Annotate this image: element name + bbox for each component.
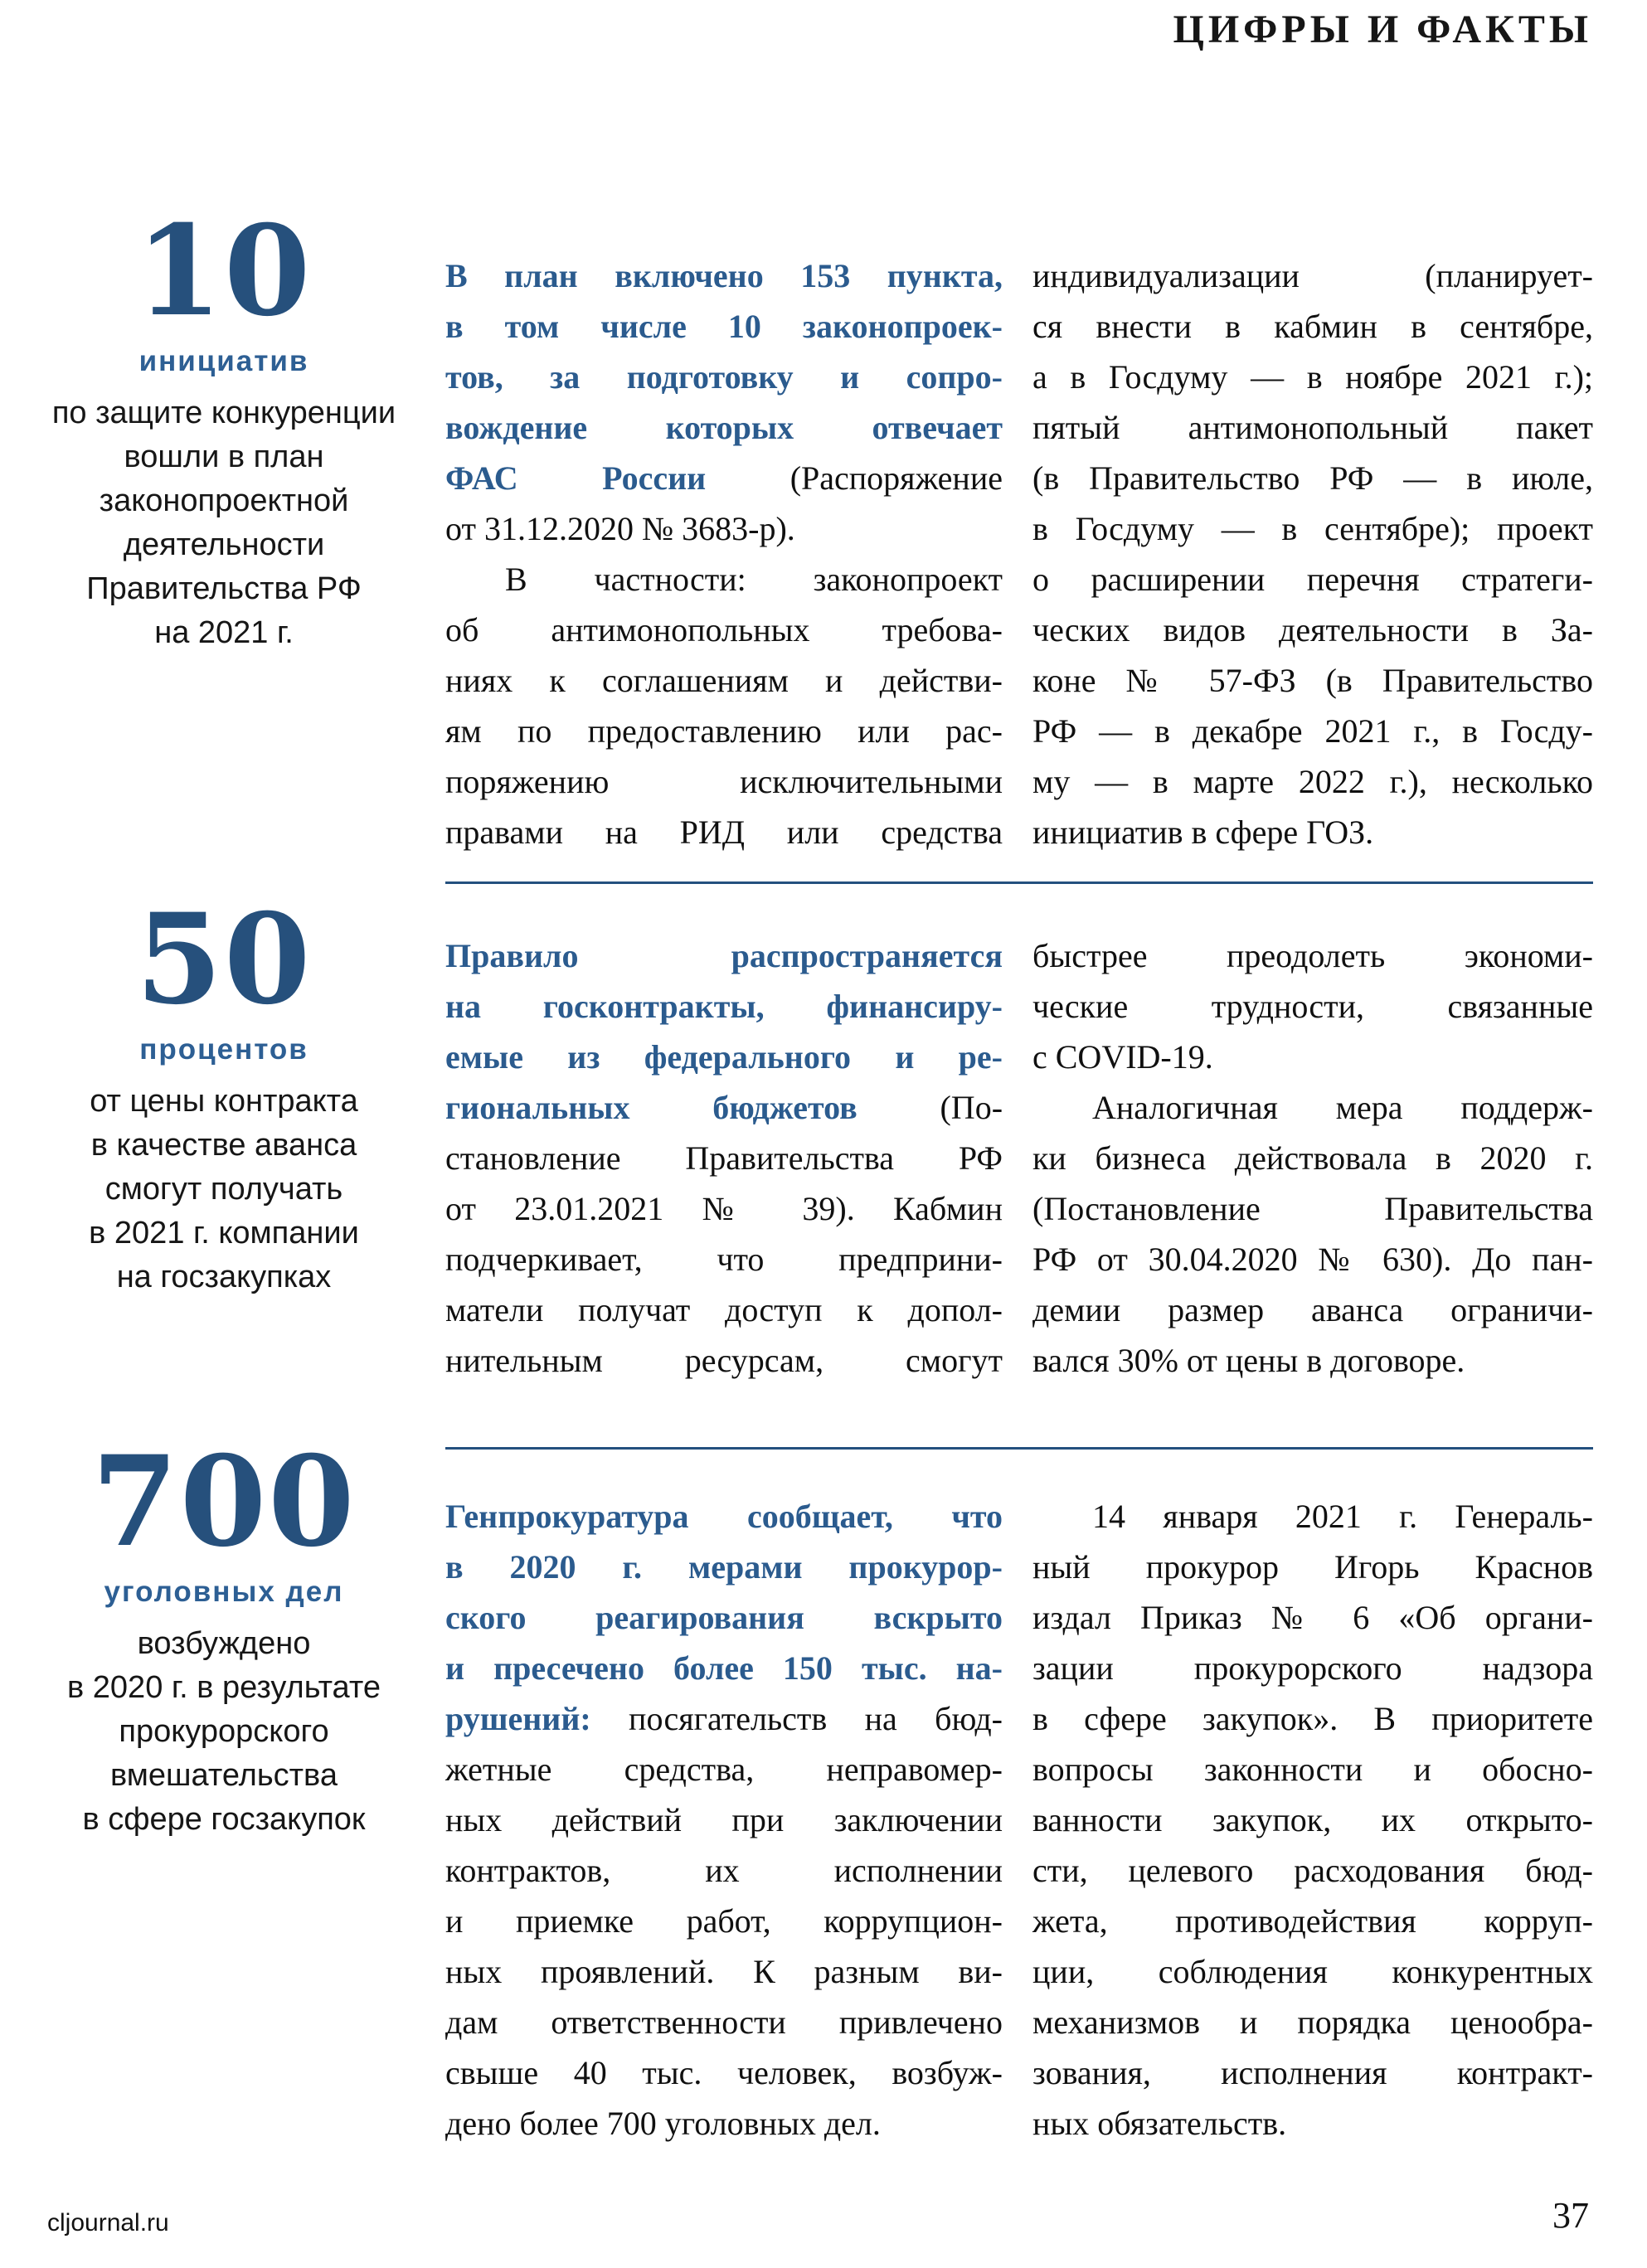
text-line [445, 1946, 1003, 1997]
text-line [445, 1335, 1003, 1386]
body-text-segment: а в Госдуму — в ноябре 2021 г.); [1032, 358, 1593, 396]
stat-unit-label: процентов [139, 1033, 309, 1066]
text-line: на госзакупках [116, 1259, 332, 1294]
body-text-segment: ям по предоставлению или рас- [445, 712, 1003, 750]
text-line [445, 1744, 1003, 1794]
text-line: деятельности [123, 527, 325, 562]
text-line [1032, 1643, 1593, 1693]
text-line [1032, 1946, 1593, 1997]
text-line [1032, 352, 1593, 402]
body-text-segment: Аналогичная мера поддерж- [1092, 1089, 1593, 1126]
text-line [1032, 1997, 1593, 2047]
stat-block-initiatives [25, 198, 423, 655]
body-text-segment: ный прокурор Игорь Краснов [1032, 1548, 1593, 1586]
body-text-segment: ся внести в кабмин в сентябре, [1032, 308, 1593, 345]
text-line [1032, 554, 1593, 605]
body-text-segment: в сфере закупок». В приоритете [1032, 1700, 1593, 1737]
text-line [1032, 1285, 1593, 1335]
body-text-segment: ческих видов деятельности в За- [1032, 611, 1593, 648]
page-title: ЦИФРЫ И ФАКТЫ [1173, 7, 1592, 51]
text-line [445, 554, 1003, 605]
text-line [445, 807, 1003, 857]
text-line [445, 756, 1003, 807]
text-line: в качестве аванса [90, 1127, 357, 1163]
section-divider [445, 881, 1593, 884]
body-text-segment: коне № 57-ФЗ (в Правительство [1032, 662, 1593, 699]
text-line [1032, 1183, 1593, 1234]
text-line: смогут получать [104, 1171, 343, 1207]
body-text-segment: сти, целевого расходования бюд- [1032, 1852, 1593, 1889]
stat-number: 50 [135, 886, 313, 1032]
body-text-segment: 14 января 2021 г. Генераль- [1092, 1498, 1593, 1535]
text-line [1032, 1032, 1593, 1082]
text-line [445, 706, 1003, 756]
text-line [445, 1491, 1003, 1542]
text-line [445, 2098, 1003, 2149]
text-line [445, 1542, 1003, 1592]
text-line [445, 981, 1003, 1032]
text-line [1032, 402, 1593, 453]
article-column-middle [445, 250, 1003, 857]
body-text-segment: (Постановление Правительства [1032, 1190, 1593, 1227]
body-text-segment: о расширении перечня стратеги- [1032, 561, 1593, 598]
text-line [445, 1032, 1003, 1082]
text-line [445, 655, 1003, 706]
text-line: на 2021 г. [154, 614, 294, 650]
text-line: прокурорского [119, 1713, 329, 1749]
body-text-segment: ниях к соглашениям и действи- [445, 662, 1003, 699]
text-line [445, 1794, 1003, 1845]
article-column-middle [445, 1491, 1003, 2149]
body-text-segment: демии размер аванса ограничи- [1032, 1291, 1593, 1328]
text-line [1032, 981, 1593, 1032]
body-text-segment: от 31.12.2020 № 3683-р). [445, 510, 795, 547]
lead-text-segment: и пресечено более 150 тыс. на- [445, 1649, 1003, 1687]
section-divider [445, 1447, 1593, 1450]
text-line [1032, 807, 1593, 857]
text-line [445, 2047, 1003, 2098]
stat-description [25, 1622, 423, 1842]
body-text-segment: свыше 40 тыс. человек, возбуж- [445, 2054, 1003, 2091]
text-line [1032, 453, 1593, 503]
text-line: возбуждено [137, 1625, 311, 1661]
body-text-segment: дам ответственности привлечено [445, 2003, 1003, 2041]
text-line [445, 1693, 1003, 1744]
stat-number: 700 [91, 1429, 357, 1575]
body-text-segment: и приемке работ, коррупцион- [445, 1902, 1003, 1940]
lead-text-segment: на госконтракты, финансиру- [445, 988, 1003, 1025]
text-line [1032, 1845, 1593, 1896]
body-text-segment: РФ от 30.04.2020 № 630). До пан- [1032, 1241, 1593, 1278]
body-text-segment: РФ — в декабре 2021 г., в Госду- [1032, 712, 1593, 750]
lead-text-segment: Правило распространяется [445, 937, 1003, 974]
lead-text-segment: емые из федерального и ре- [445, 1038, 1003, 1076]
text-line [445, 930, 1003, 981]
body-text-segment: инициатив в сфере ГОЗ. [1032, 813, 1374, 851]
body-text-segment: пятый антимонопольный пакет [1032, 409, 1593, 446]
body-text-segment: правами на РИД или средства [445, 813, 1003, 851]
body-text-segment: ванности закупок, их открыто- [1032, 1801, 1593, 1838]
text-line: вмешательства [110, 1757, 338, 1793]
text-line [445, 1234, 1003, 1285]
text-line [1032, 1491, 1593, 1542]
body-text-segment: (По- [940, 1089, 1003, 1126]
text-line [1032, 1744, 1593, 1794]
text-line [1032, 1133, 1593, 1183]
body-text-segment: механизмов и порядка ценообра- [1032, 2003, 1593, 2041]
body-text-segment: ных действий при заключении [445, 1801, 1003, 1838]
text-line: по защите конкуренции [51, 395, 396, 430]
body-text-segment: от 23.01.2021 № 39). Кабмин [445, 1190, 1003, 1227]
text-line: вошли в план [124, 439, 324, 474]
text-line [445, 1082, 1003, 1133]
text-line [445, 352, 1003, 402]
text-line [445, 1997, 1003, 2047]
lead-text-segment: вождение которых отвечает [445, 409, 1003, 446]
text-line [445, 402, 1003, 453]
text-line [445, 605, 1003, 655]
article-column-right [1032, 1491, 1593, 2149]
body-text-segment: матели получат доступ к допол- [445, 1291, 1003, 1328]
body-text-segment: ции, соблюдения конкурентных [1032, 1953, 1593, 1990]
text-line [1032, 301, 1593, 352]
body-text-segment: жета, противодействия корруп- [1032, 1902, 1593, 1940]
text-line [445, 1896, 1003, 1946]
body-text-segment: му — в марте 2022 г.), несколько [1032, 763, 1593, 800]
article-column-right [1032, 930, 1593, 1386]
lead-text-segment: в том числе 10 законопроек- [445, 308, 1003, 345]
lead-text-segment: Генпрокуратура сообщает, что [445, 1498, 1003, 1535]
body-text-segment: нительным ресурсам, смогут [445, 1342, 1003, 1379]
body-text-segment: дено более 700 уголовных дел. [445, 2105, 881, 2142]
body-text-segment: издал Приказ № 6 «Об органи- [1032, 1599, 1593, 1636]
text-line [1032, 1592, 1593, 1643]
body-text-segment: В частности: законопроект [505, 561, 1003, 598]
body-text-segment: жетные средства, неправомер- [445, 1751, 1003, 1788]
text-line [445, 1285, 1003, 1335]
text-line [1032, 655, 1593, 706]
text-line [1032, 250, 1593, 301]
stat-block-percent [25, 886, 423, 1299]
text-line [1032, 503, 1593, 554]
text-line [1032, 1082, 1593, 1133]
text-line [445, 1133, 1003, 1183]
text-line [1032, 930, 1593, 981]
lead-text-segment: тов, за подготовку и сопро- [445, 358, 1003, 396]
lead-text-segment: в 2020 г. мерами прокурор- [445, 1548, 1003, 1586]
body-text-segment: в Госдуму — в сентябре); проект [1032, 510, 1593, 547]
body-text-segment: (Распоряжение [789, 459, 1003, 497]
stat-number: 10 [135, 198, 313, 344]
text-line: от цены контракта [90, 1083, 358, 1119]
body-text-segment: индивидуализации (планирует- [1032, 257, 1593, 294]
lead-text-segment: ФАС России [445, 459, 707, 497]
text-line [445, 1845, 1003, 1896]
page-number: 37 [1552, 2195, 1589, 2236]
journal-site-link[interactable]: cljournal.ru [47, 2209, 169, 2236]
stat-unit-label: уголовных дел [104, 1576, 344, 1608]
body-text-segment: вался 30% от цены в договоре. [1032, 1342, 1465, 1379]
body-text-segment: становление Правительства РФ [445, 1139, 1003, 1177]
article-column-middle [445, 930, 1003, 1386]
text-line [1032, 1234, 1593, 1285]
body-text-segment: контрактов, их исполнении [445, 1852, 1003, 1889]
article-column-right [1032, 250, 1593, 857]
text-line [445, 453, 1003, 503]
body-text-segment: (в Правительство РФ — в июле, [1032, 459, 1593, 497]
text-line [1032, 1896, 1593, 1946]
lead-text-segment: гиональных бюджетов [445, 1089, 858, 1126]
body-text-segment: зования, исполнения контракт- [1032, 2054, 1593, 2091]
body-text-segment: вопросы законности и обосно- [1032, 1751, 1593, 1788]
text-line [1032, 2047, 1593, 2098]
text-line [1032, 605, 1593, 655]
body-text-segment: быстрее преодолеть экономи- [1032, 937, 1593, 974]
body-text-segment: об антимонопольных требова- [445, 611, 1003, 648]
text-line [445, 250, 1003, 301]
body-text-segment: ческие трудности, связанные [1032, 988, 1593, 1025]
body-text-segment: ки бизнеса действовала в 2020 г. [1032, 1139, 1593, 1177]
text-line: Правительства РФ [86, 571, 362, 606]
body-text-segment: зации прокурорского надзора [1032, 1649, 1593, 1687]
text-line [1032, 1335, 1593, 1386]
body-text-segment: посягательств на бюд- [629, 1700, 1003, 1737]
body-text-segment: поряжению исключительными [445, 763, 1003, 800]
text-line [1032, 2098, 1593, 2149]
text-line [1032, 1542, 1593, 1592]
text-line [1032, 1794, 1593, 1845]
stat-block-criminal-cases [25, 1429, 423, 1842]
stat-description [25, 1080, 423, 1299]
text-line [1032, 756, 1593, 807]
text-line: в сфере госзакупок [82, 1801, 366, 1837]
text-line [1032, 1693, 1593, 1744]
text-line [445, 1592, 1003, 1643]
body-text-segment: с COVID-19. [1032, 1038, 1213, 1076]
text-line [445, 301, 1003, 352]
body-text-segment: подчеркивает, что предприни- [445, 1241, 1003, 1278]
stat-description [25, 391, 423, 655]
text-line [445, 1643, 1003, 1693]
stat-unit-label: инициатив [138, 345, 309, 377]
text-line [445, 1183, 1003, 1234]
lead-text-segment: В план включено 153 пункта, [445, 257, 1003, 294]
text-line: в 2020 г. в результате [67, 1669, 381, 1705]
text-line: законопроектной [99, 483, 349, 518]
text-line [1032, 706, 1593, 756]
lead-text-segment: ского реагирования вскрыто [445, 1599, 1003, 1636]
text-line: в 2021 г. компании [89, 1215, 359, 1251]
lead-text-segment: рушений: [445, 1700, 591, 1737]
body-text-segment: ных проявлений. К разным ви- [445, 1953, 1003, 1990]
body-text-segment: ных обязательств. [1032, 2105, 1287, 2142]
text-line [445, 503, 1003, 554]
